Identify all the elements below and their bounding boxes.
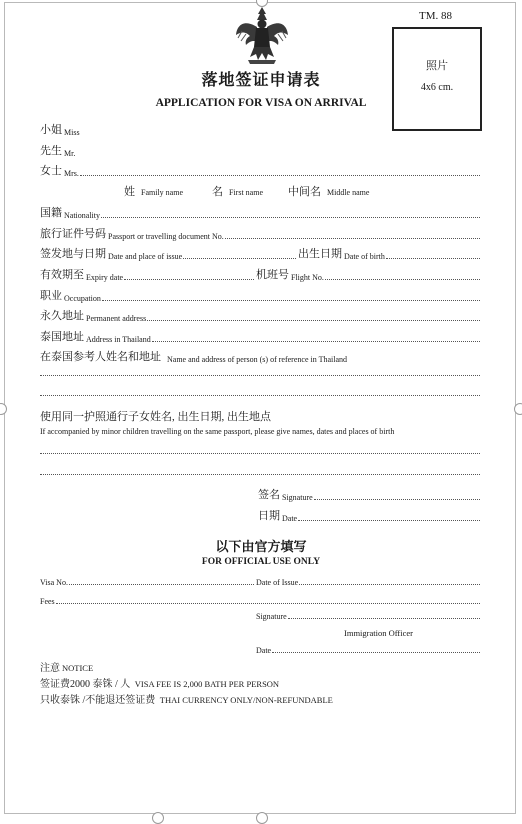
label-zh: 泰国地址: [40, 331, 84, 343]
label-zh: 在泰国参考人姓名和地址: [40, 351, 161, 363]
fees-field[interactable]: [56, 596, 480, 604]
passport-field[interactable]: [225, 231, 480, 239]
issue-field[interactable]: [183, 251, 296, 259]
label-en: THAI CURRENCY ONLY/NON-REFUNDABLE: [159, 695, 333, 705]
label-zh: 女士: [40, 165, 62, 177]
flight-row[interactable]: [256, 266, 480, 282]
salutation-miss[interactable]: [40, 121, 80, 137]
label-zh: 职业: [40, 290, 62, 302]
visa-no-row[interactable]: [40, 577, 254, 587]
label-en: Name and address of person (s) of reference in Thailand: [167, 355, 347, 364]
occupation-field[interactable]: [102, 293, 480, 301]
birth-row[interactable]: [298, 245, 480, 261]
salutation-mrs-row[interactable]: [40, 162, 480, 178]
punch-hole-right: [514, 403, 522, 415]
label-zh: 只收泰铢 /不能退还签证费: [40, 695, 156, 706]
label-zh: 签名: [258, 489, 280, 501]
label-zh: 签发地与日期: [40, 248, 106, 260]
signature-field[interactable]: [314, 492, 480, 500]
label-zh: 签证费2000 泰铢 / 人: [40, 679, 131, 690]
label-zh: 使用同一护照通行子女姓名, 出生日期, 出生地点: [40, 411, 271, 423]
family-name-header: [124, 182, 183, 200]
garuda-emblem-icon: [234, 5, 290, 65]
label-zh: 永久地址: [40, 310, 84, 322]
label-en: Signature: [282, 493, 313, 502]
expiry-field[interactable]: [124, 272, 254, 280]
notice-title: [40, 659, 93, 674]
photo-size: 4x6 cm.: [420, 82, 454, 93]
fees-row[interactable]: [40, 596, 480, 606]
form-title-zh: 落地签证申请表: [201, 72, 321, 89]
children-field-2[interactable]: [40, 474, 480, 475]
thai-address-row[interactable]: [40, 328, 480, 344]
label-en: Expiry date: [86, 273, 124, 282]
nationality-row[interactable]: [40, 204, 480, 220]
label-en: Date of birth: [344, 252, 385, 261]
label-en: Mr.: [64, 149, 76, 158]
reference-field-2[interactable]: [40, 395, 480, 396]
label-en: Visa No.: [40, 578, 68, 587]
children-field-1[interactable]: [40, 453, 480, 454]
form-title-en: APPLICATION FOR VISA ON ARRIVAL: [155, 97, 367, 109]
label-zh: 出生日期: [298, 248, 342, 260]
birth-field[interactable]: [386, 251, 480, 259]
occupation-row[interactable]: [40, 287, 480, 303]
label-zh: 先生: [40, 145, 62, 157]
reference-field-1[interactable]: [40, 375, 480, 376]
label-zh: 国籍: [40, 207, 62, 219]
official-signature-field[interactable]: [288, 611, 480, 619]
form-code: TM. 88: [419, 10, 452, 22]
signature-row[interactable]: [258, 486, 480, 502]
label-en: Miss: [64, 128, 80, 137]
official-title-zh: 以下由官方填写: [215, 539, 307, 554]
label-en: Middle name: [327, 188, 370, 197]
label-en: Flight No.: [291, 273, 324, 282]
reference-row: [40, 348, 347, 364]
label-en: Address in Thailand: [86, 335, 151, 344]
date-field[interactable]: [298, 513, 480, 521]
label-zh: 机班号: [256, 269, 289, 281]
immigration-officer-label: Immigration Officer: [344, 628, 414, 638]
nationality-field[interactable]: [101, 210, 480, 218]
children-instruction: [40, 427, 394, 436]
label-en: VISA FEE IS 2,000 BATH PER PERSON: [134, 679, 280, 689]
label-en: Passport or travelling document No.: [108, 232, 224, 241]
label-zh: 小姐: [40, 124, 62, 136]
children-heading: [40, 408, 271, 424]
date-of-issue-row[interactable]: [256, 577, 480, 587]
official-title-en: FOR OFFICIAL USE ONLY: [201, 557, 321, 567]
label-en: NOTICE: [62, 663, 94, 673]
flight-field[interactable]: [325, 272, 480, 280]
passport-row[interactable]: [40, 225, 480, 241]
thai-address-field[interactable]: [152, 334, 480, 342]
photo-label: 照片: [426, 60, 448, 72]
official-date-field[interactable]: [272, 645, 480, 653]
official-signature-row[interactable]: [256, 611, 480, 621]
first-name-header: [212, 182, 263, 200]
label-zh: 旅行证件号码: [40, 228, 106, 240]
label-zh: 有效期至: [40, 269, 84, 281]
label-zh: 日期: [258, 510, 280, 522]
permanent-address-field[interactable]: [147, 313, 480, 321]
visa-no-field[interactable]: [69, 577, 254, 585]
expiry-row[interactable]: [40, 266, 254, 282]
date-row[interactable]: [258, 507, 480, 523]
label-en: Signature: [256, 612, 287, 621]
permanent-address-row[interactable]: [40, 307, 480, 323]
label-zh: 姓: [124, 186, 135, 198]
label-en: Date: [256, 646, 272, 655]
notice-currency: [40, 691, 333, 706]
label-en: Nationality: [64, 211, 100, 220]
label-en: Permanent address: [86, 314, 147, 323]
label-en: If accompanied by minor children travelling on the same passport, please give names, dates and places of birth: [40, 427, 395, 436]
label-en: First name: [229, 188, 263, 197]
official-date-row[interactable]: [256, 645, 480, 655]
label-en: Date: [282, 514, 298, 523]
punch-hole-bottom-right: [256, 812, 268, 824]
name-field[interactable]: [80, 168, 480, 176]
label-en: Family name: [141, 188, 183, 197]
label-en: Fees: [40, 597, 55, 606]
punch-hole-bottom-left: [152, 812, 164, 824]
label-zh: 中间名: [288, 186, 321, 198]
issue-row[interactable]: [40, 245, 296, 261]
label-en: Occupation: [64, 294, 101, 303]
label-zh: 名: [212, 186, 223, 198]
label-en: Date of Issue: [256, 578, 299, 587]
date-of-issue-field[interactable]: [299, 577, 480, 585]
salutation-mr[interactable]: [40, 142, 75, 158]
label-en: Mrs.: [64, 169, 79, 178]
middle-name-header: [288, 182, 369, 200]
label-zh: 注意: [40, 663, 60, 674]
notice-fee: [40, 675, 279, 690]
label-en: Date and place of issue: [108, 252, 183, 261]
